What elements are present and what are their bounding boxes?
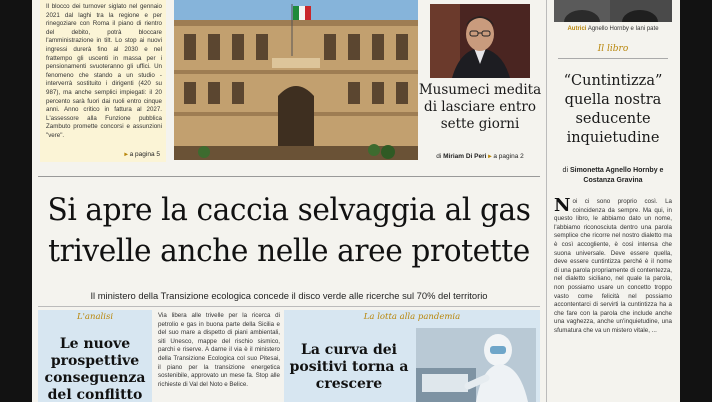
lead-column-ref-label: a pagina 5 [129,151,160,158]
main-article-body: Via libera alle trivelle per la ricerca di petrolio e gas in buona parte della Sicilia e del suo mare a dispetto di piani ambientali, siti Unesco, mappe del rischio sismico, parchi e riserve. A darne il via è il ministero della Transizione Ecologica col suo Pitesai, il piano per la transizione energetica sostenibile, approvato un mese fa. Stop alle richieste di Val del Noto e Belice. [158,312,280,388]
authors-caption-text: Agnello Hornby e Iani pate [587,26,659,32]
lead-column-page-ref[interactable] [125,150,160,158]
column-divider [546,0,547,402]
newspaper-page [32,0,680,402]
health-worker-illustration [416,328,536,402]
headline-bottom-rule [38,306,540,307]
musumeci-byline-prefix: di [436,153,442,160]
musumeci-author: Miriam Di Peri [443,153,487,160]
pointer-arrow-icon: ▸ [488,153,492,160]
pointer-arrow-icon: ▸ [124,151,128,158]
book-kicker-rule [558,58,668,59]
analisi-kicker: L'analisi [76,312,114,322]
main-headline[interactable] [46,190,533,272]
musumeci-headline[interactable]: Musumeci medita di lasciare entro sette giorni [418,82,542,132]
book-body [554,195,672,336]
lead-column-text: Il blocco dei turnover siglato nel gennaio 2021 dal laghi tra la regione e per rinegoziare con Roma il piano di rientro del debito, potrà bloccare l'amministrazione in tilt. Lo stop ai nuovi ingressi durerà fino al 2030 e nel frattempo gli uscenti in massa per i pensionamenti svuoteranno gli uffici. Un fenomeno che stando a un studio - interverrà sostituito i dirigenti (420 su 987), ma anche semplici impiegati: il 20 percento sarà fuori dai ruoli entro cinque anni. Anno critico in fattura al 2027. L'assessore alla Funzione pubblica Zambuto promette concorsi e assunzioni "vere". [46,3,162,139]
authors-caption-label: Autrici [567,26,587,32]
musumeci-page-ref[interactable] [488,153,523,160]
pandemia-kicker: La lotta alla pandemia [363,312,461,322]
book-byline [554,166,672,186]
pandemia-headline[interactable]: La curva dei positivi torna a crescere [289,342,409,392]
analisi-headline[interactable]: Le nuove prospettive conseguenza del conflitto [44,336,146,402]
book-authors: Simonetta Agnello Hornby e Costanza Gravina [569,167,664,184]
authors-caption [554,26,672,32]
palazzo-photo [174,0,418,160]
book-byline-prefix: di [562,167,568,174]
musumeci-byline [418,152,542,160]
musumeci-ref-label: a pagina 2 [493,153,524,160]
book-dropcap: N [554,195,571,216]
portrait-illustration [430,4,530,78]
palazzo-building-illustration [174,0,418,160]
main-subheadline: Il ministero della Transizione ecologica concede il disco verde alle ricerche sul 70% del territorio [90,290,488,301]
covid-test-photo [416,328,536,402]
book-kicker: Il libro [597,44,629,54]
main-headline-line-1: Si apre la caccia selvaggia al gas [47,193,531,228]
authors-illustration [554,0,672,22]
main-headline-line-2: trivelle anche nelle aree protette [48,234,530,269]
musumeci-photo [430,4,530,78]
book-headline[interactable]: “Cuntintizza” quella nostra seducente inquietudine [563,73,663,146]
authors-photo [554,0,672,22]
lead-column-box [40,0,166,162]
headline-top-rule [38,176,540,177]
book-body-text: oi ci sono proprio così. La coincidenza da sempre. Ma qui, in questo libro, le abbiamo dato un nome, l'abbiamo riconosciuta dentro una parola semplice che ricorre nel nostro dialetto ma è così accogliente, è così intensa che suona universale. Deve essere quella, deve essere cuntintizza perché è il nome di una parola propriamente di contentezza, nel dialetto siciliano, nel quale la parola, non possiamo usare un concetto troppo vasto come felicità nel possiamo accontentarci di servirti la cuntintizza ha a che fare con la parola che include anche una vaghezza, anche un'inquietudine, una sfumatura che va un mistero vitale, ... [554,198,672,334]
